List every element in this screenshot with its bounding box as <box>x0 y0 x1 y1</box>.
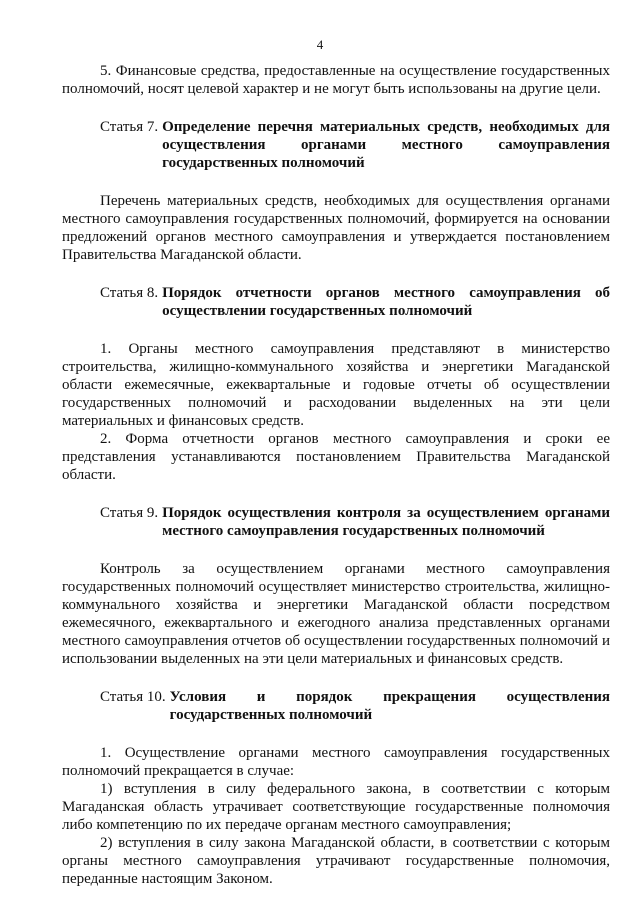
article-7-paragraph: Перечень материальных средств, необходимых для осуществления органами местного самоуправления государственных полномочий, формируется на основании предложений органов местного самоуправления и утверждается постановлением Правительства Магаданской области. <box>62 193 610 263</box>
article-8-paragraph-1: 1. Органы местного самоуправления представляют в министерство строительства, жилищно-коммунального хозяйства и энергетики Магаданской области ежемесячные, ежеквартальные и годовые отчеты об осуществлении государственных полномочий и расходовании выделенных на эти цели материальных и финансовых средств. <box>62 341 610 429</box>
article-10-paragraph-1: 1. Осуществление органами местного самоуправления государственных полномочий прекращается в случае: <box>62 745 610 779</box>
document-body <box>62 62 610 888</box>
article-7-heading <box>62 118 610 172</box>
intro-paragraph: 5. Финансовые средства, предоставленные на осуществление государственных полномочий, носят целевой характер и не могут быть использованы на другие цели. <box>62 63 610 97</box>
article-title: Порядок отчетности органов местного самоуправления об осуществлении государственных полномочий <box>162 285 610 319</box>
article-title: Определение перечня материальных средств, необходимых для осуществления органами местного самоуправления государственных полномочий <box>162 119 610 171</box>
article-8-paragraph-2: 2. Форма отчетности органов местного самоуправления и сроки ее представления устанавливаются постановлением Правительства Магаданской области. <box>62 431 610 483</box>
article-title: Порядок осуществления контроля за осуществлением органами местного самоуправления государственных полномочий <box>162 505 610 539</box>
article-8-heading <box>62 284 610 320</box>
article-label: Статья 10. <box>100 689 166 705</box>
article-9-paragraph: Контроль за осуществлением органами местного самоуправления государственных полномочий осуществляет министерство строительства, жилищно-коммунального хозяйства и энергетики Магаданской области посредством ежемесячного, ежеквартального и ежегодного анализа представленных органами местного самоуправления отчетов об осуществлении государственных полномочий и использовании выделенных на эти цели материальных и финансовых средств. <box>62 561 610 667</box>
article-10-item-2: 2) вступления в силу закона Магаданской области, в соответствии с которым органы местного самоуправления утрачивают государственные полномочия, переданные настоящим Законом. <box>62 835 610 887</box>
page-number: 4 <box>316 37 324 52</box>
article-10-item-1: 1) вступления в силу федерального закона, в соответствии с которым Магаданская область утрачивает соответствующие государственные полномочия либо компетенцию по их передаче органам местного самоуправления; <box>62 781 610 833</box>
article-label: Статья 8. <box>100 285 159 301</box>
article-9-heading <box>62 504 610 540</box>
article-10-heading <box>62 688 610 724</box>
article-label: Статья 7. <box>100 119 159 135</box>
article-title: Условия и порядок прекращения осуществления государственных полномочий <box>169 689 610 723</box>
article-label: Статья 9. <box>100 505 159 521</box>
